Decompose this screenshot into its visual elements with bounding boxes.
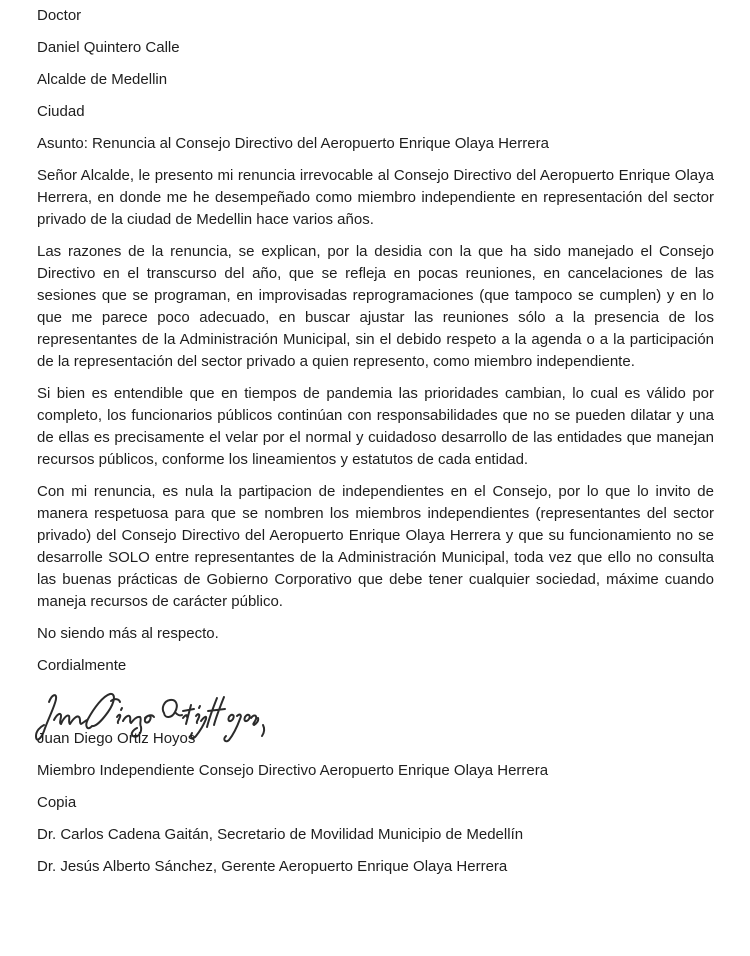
- salutation-line: Cordialmente: [37, 657, 127, 674]
- body-paragraph-3: Si bien es entendible que en tiempos de pandemia las prioridades cambian, lo cual es válido por completo, los funcionarios públicos continúan con responsabilidades que no se pueden dilatar y una de ellas es precisamente el velar por el normal y cuidadoso desarrollo de las entidades que manejan recursos públicos, conforme los lineamientos y estatutos de cada entidad.: [37, 385, 714, 468]
- recipient-line-city: Ciudad: [37, 103, 85, 120]
- recipient-line-title: Doctor: [37, 7, 82, 24]
- body-paragraph-1: Señor Alcalde, le presento mi renuncia irrevocable al Consejo Directivo del Aeropuerto Enrique Olaya Herrera, en donde me he desempeñado como miembro independiente en representación del sector privado de la ciudad de Medellin hace varios años.: [37, 167, 714, 228]
- copy-label: Copia: [37, 794, 77, 811]
- body-paragraph-4: Con mi renuncia, es nula la partipacion de independientes en el Consejo, por lo que lo invito de manera respetuosa para que se nombren los miembros independientes (representantes del sector privado) del Consejo Directivo del Aeropuerto Enrique Olaya Herrera y que su funcionamiento no se desarrolle SOLO entre representantes de la Administración Municipal, toda vez que ello no consulta las buenas prácticas de Gobierno Corporativo que debe tener cualquier sociedad, máxime cuando maneja recursos de carácter público.: [37, 483, 714, 610]
- copy-recipient-1: Dr. Carlos Cadena Gaitán, Secretario de Movilidad Municipio de Medellín: [37, 826, 524, 843]
- recipient-line-name: Daniel Quintero Calle: [37, 39, 180, 56]
- recipient-line-role: Alcalde de Medellin: [37, 71, 168, 88]
- copy-recipient-2: Dr. Jesús Alberto Sánchez, Gerente Aeropuerto Enrique Olaya Herrera: [37, 858, 508, 875]
- signer-name: Juan Diego Ortiz Hoyos: [37, 730, 196, 747]
- signer-title: Miembro Independiente Consejo Directivo Aeropuerto Enrique Olaya Herrera: [37, 762, 549, 779]
- body-paragraph-2: Las razones de la renuncia, se explican, por la desidia con la que ha sido manejado el Consejo Directivo en el transcurso del año, que se refleja en pocas reuniones, en cancelaciones de las sesiones que se programan, en improvisadas reprogramaciones (que tampoco se cumplen) y en lo que me parece poco adecuado, en buscar ajustar las reuniones sólo a la presencia de los representantes de la Administración Municipal, sin el debido respeto a la agenda o a la participación de la representación del sector privado a quien represento, como miembro independiente.: [37, 243, 714, 370]
- subject-line: Asunto: Renuncia al Consejo Directivo del Aeropuerto Enrique Olaya Herrera: [37, 135, 549, 152]
- closing-line: No siendo más al respecto.: [37, 625, 219, 642]
